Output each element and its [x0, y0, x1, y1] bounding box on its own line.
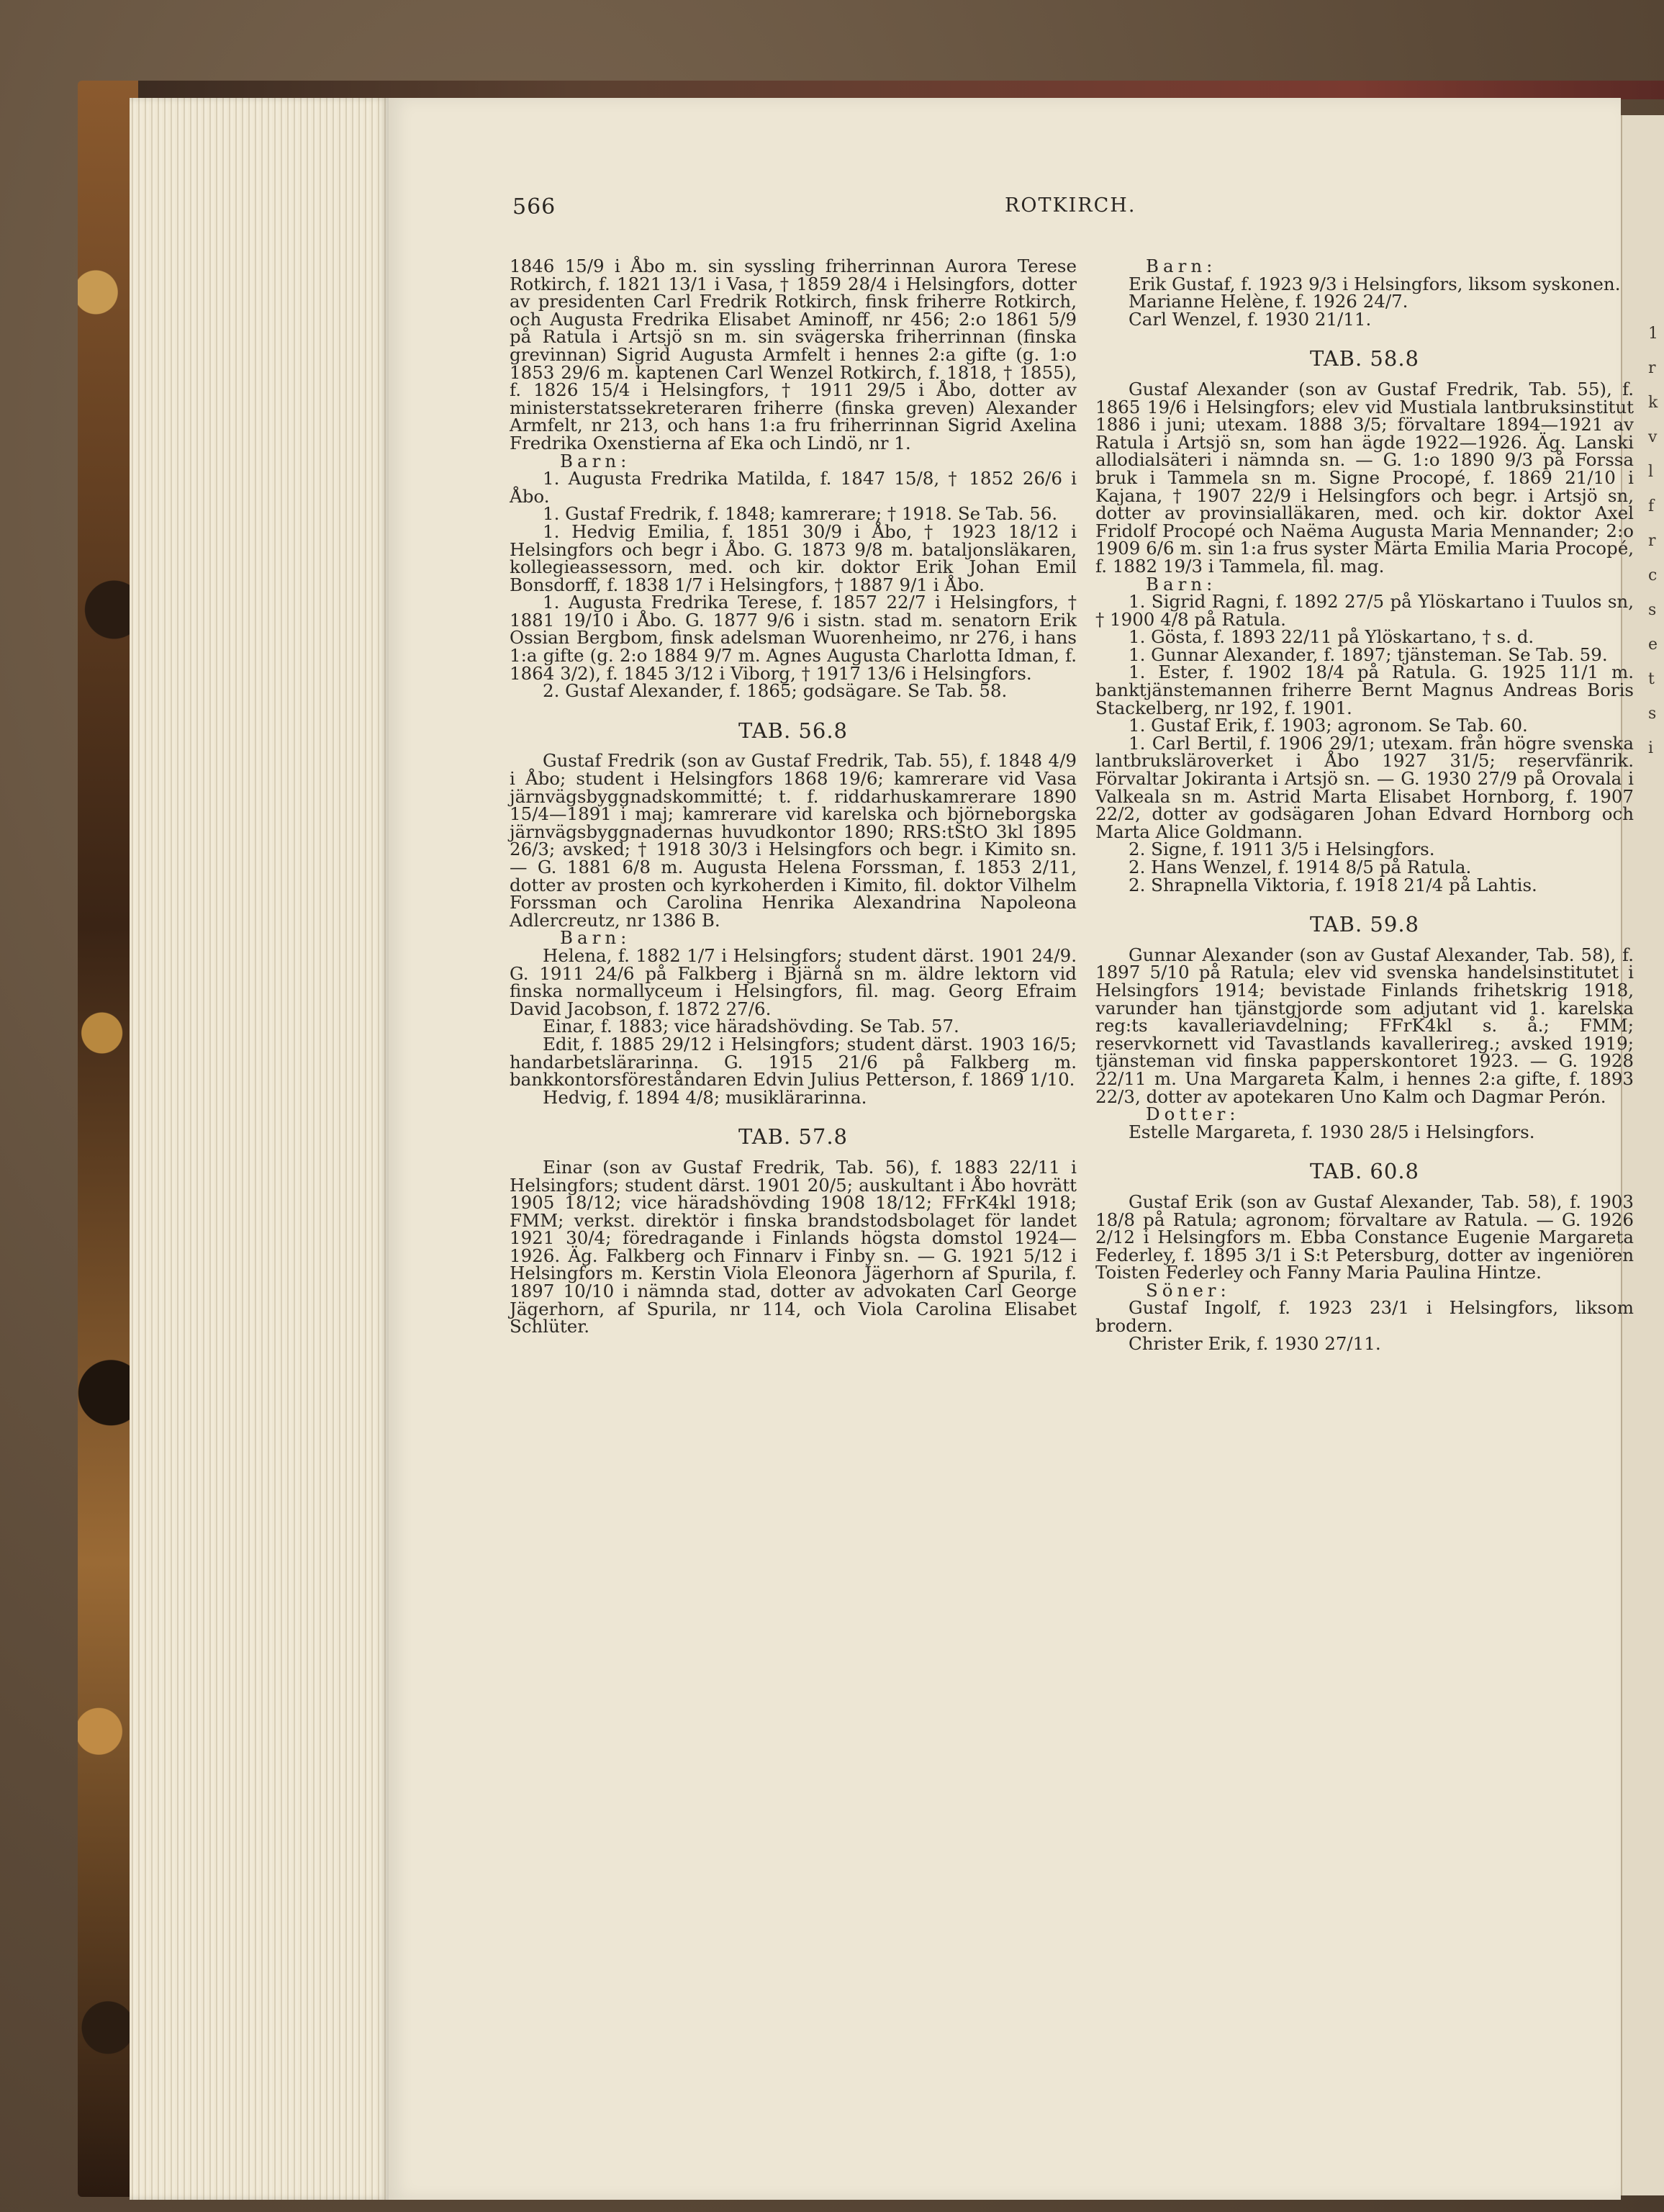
- right-column: [1095, 258, 1634, 1353]
- next-page-fragment: [1648, 317, 1663, 766]
- entry-paragraph: 1. Augusta Fredrika Terese, f. 1857 22/7 i Helsingfors, † 1881 19/10 i Åbo. G. 1877 9/6 i sistn. stad m. senatorn Erik Ossian Bergbom, finsk adelsman Wuorenheimo, nr 276, i hans 1:a gifte (g. 2:o 1884 9/7 m. Agnes Augusta Charlotta Idman, f. 1864 3/2), f. 1845 3/12 i Viborg, † 1917 13/6 i Helsingfors.: [510, 592, 1077, 684]
- entry-paragraph: Gustaf Ingolf, f. 1923 23/1 i Helsingfors, liksom brodern.: [1095, 1297, 1634, 1337]
- entry-paragraph: Edit, f. 1885 29/12 i Helsingfors; student därst. 1903 16/5; handarbetslärarinna. G. 1915 21/6 på Falkberg m. bankkontorsföreståndaren Edvin Julius Petterson, f. 1869 1/10.: [510, 1033, 1077, 1091]
- children-heading: Söner:: [1146, 1279, 1231, 1301]
- entry-paragraph: Einar, f. 1883; vice häradshövding. Se Tab. 57.: [543, 1016, 959, 1037]
- edge-letter: t: [1648, 670, 1655, 688]
- edge-letter: v: [1648, 428, 1658, 446]
- entry-paragraph: Einar (son av Gustaf Fredrik, Tab. 56), f. 1883 22/11 i Helsingfors; student därst. 1901 20/5; auskultant i Åbo hovrätt 1905 18/12; vice häradshövding 1908 18/12; FFrK4kl 1918; FMM; verkst. direktör i finska brandstodsbolaget för landet 1921 30/4; föredragande i Finlands högsta domstol 1924—1926. Äg. Falkberg och Finnarv i Finby sn. — G. 1921 5/12 i Helsingfors m. Kerstin Viola Eleonora Jägerhorn af Spurila, f. 1897 10/10 i nämnda stad, dotter av advokaten Carl George Jägerhorn, af Spurila, nr 114, och Viola Carolina Elisabet Schlüter.: [510, 1156, 1077, 1337]
- entry-paragraph: 1. Hedvig Emilia, f. 1851 30/9 i Åbo, † 1923 18/12 i Helsingfors och begr i Åbo. G. 1873 9/8 m. bataljonsläkaren, kollegieassessorn, med. och kir. doktor Erik Johan Emil Bonsdorff, f. 1838 1/7 i Helsingfors, † 1887 9/1 i Åbo.: [510, 520, 1077, 595]
- entry-paragraph: Gustaf Alexander (son av Gustaf Fredrik, Tab. 55), f. 1865 19/6 i Helsingfors; elev vid Mustiala lantbruksinstitut 1886 i juni; utexam. 1888 3/5; förvaltare 1894—1921 av Ratula i Artsjö sn, som han ägde 1922—1926. Äg. Lanski allodialsäteri i nämnda sn. — G. 1:o 1890 9/3 på Forssa bruk i Tammela sn m. Signe Procopé, f. 1869 21/10 i Kajana, † 1907 22/9 i Helsingfors och begr. i Artsjö sn, dotter av provinsialläkaren, med. och kir. doktor Axel Fridolf Procopé och Naëma Augusta Maria Mennander; 2:o 1909 6/6 m. sin 1:a frus syster Märta Emilia Maria Procopé, f. 1882 19/3 i Tammela, fil. mag.: [1095, 378, 1634, 577]
- edge-letter: k: [1648, 394, 1658, 412]
- table-heading: TAB. 56.8: [738, 718, 849, 743]
- edge-letter: i: [1648, 739, 1654, 757]
- entry-paragraph: Gustaf Fredrik (son av Gustaf Fredrik, Tab. 55), f. 1848 4/9 i Åbo; student i Helsingfors 1868 19/6; kamrerare vid Vasa järnvägsbyggnadskommitté; t. f. riddarhuskamrerare 1890 15/4—1891 i maj; kamrerare vid karelska och björneborgska järnvägsbyggnadernas huvudkontor 1890; RRS:tStO 3kl 1895 26/3; avsked; † 1918 30/3 i Helsingfors och begr. i Kimito sn. — G. 1881 6/8 m. Augusta Helena Forssman, f. 1853 2/11, dotter av prosten och kyrkoherden i Kimito, fil. doktor Vilhelm Forssman och Carolina Henrika Alexandrina Napoleona Adlercreutz, nr 1386 B.: [510, 750, 1077, 931]
- children-heading: Barn:: [560, 450, 631, 471]
- entry-paragraph: Hedvig, f. 1894 4/8; musiklärarinna.: [543, 1086, 867, 1108]
- children-heading: Barn:: [560, 927, 631, 949]
- table-heading: TAB. 59.8: [1309, 912, 1420, 937]
- running-title: ROTKIRCH.: [1005, 194, 1136, 217]
- edge-letter: c: [1648, 566, 1658, 584]
- entry-paragraph: 2. Hans Wenzel, f. 1914 8/5 på Ratula.: [1129, 857, 1472, 877]
- entry-paragraph: 2. Signe, f. 1911 3/5 i Helsingfors.: [1129, 839, 1435, 860]
- entry-paragraph: Carl Wenzel, f. 1930 21/11.: [1129, 308, 1372, 330]
- children-heading: Barn:: [1146, 573, 1217, 595]
- entry-paragraph: Estelle Margareta, f. 1930 28/5 i Helsingfors.: [1129, 1121, 1535, 1142]
- entry-paragraph: Christer Erik, f. 1930 27/11.: [1129, 1332, 1381, 1354]
- entry-paragraph: 1846 15/9 i Åbo m. sin syssling friherrinnan Aurora Terese Rotkirch, f. 1821 13/1 i Vasa, † 1859 28/4 i Helsingfors, dotter av presidenten Carl Fredrik Rotkirch, finsk friherre Rotkirch, och Augusta Fredrika Elisabet Aminoff, nr 456; 2:o 1861 5/9 på Ratula i Artsjö sn m. sin svägerska friherrinnan (finska grevinnan) Sigrid Augusta Armfelt i hennes 2:a gifte (g. 1:o 1853 29/6 m. kaptenen Carl Wenzel Rotkirch, f. 1818, † 1855), f. 1826 15/4 i Helsingfors, † 1911 29/5 i Åbo, dotter av ministerstatssekreteraren friherre (finska greven) Alexander Armfelt, nr 213, och hans 1:a fru friherrinnan Sigrid Axelina Fredrika Oxenstierna af Eka och Lindö, nr 1.: [510, 256, 1077, 453]
- entry-paragraph: 2. Gustaf Alexander, f. 1865; godsägare. Se Tab. 58.: [543, 680, 1008, 702]
- entry-paragraph: Erik Gustaf, f. 1923 9/3 i Helsingfors, liksom syskonen.: [1129, 273, 1621, 294]
- entry-paragraph: 1. Gunnar Alexander, f. 1897; tjänsteman. Se Tab. 59.: [1129, 644, 1608, 665]
- entry-paragraph: Helena, f. 1882 1/7 i Helsingfors; student därst. 1901 24/9. G. 1911 24/6 på Falkberg i Bjärnå sn m. äldre lektorn vid finska normallyceum i Helsingfors, fil. mag. Georg Efraim David Jacobson, f. 1872 27/6.: [510, 944, 1077, 1019]
- page-number: 566: [512, 194, 556, 220]
- entry-paragraph: 1. Sigrid Ragni, f. 1892 27/5 på Ylöskartano i Tuulos sn, † 1900 4/8 på Ratula.: [1095, 591, 1634, 630]
- edge-letter: f: [1648, 497, 1655, 515]
- edge-letter: r: [1648, 532, 1656, 550]
- entry-paragraph: 2. Shrapnella Viktoria, f. 1918 21/4 på Lahtis.: [1129, 874, 1537, 895]
- children-heading: Barn:: [1146, 256, 1217, 276]
- table-heading: TAB. 60.8: [1309, 1159, 1420, 1184]
- table-heading: TAB. 57.8: [738, 1124, 849, 1150]
- entry-paragraph: Gustaf Erik (son av Gustaf Alexander, Tab. 58), f. 1903 18/8 på Ratula; agronom; förvaltare av Ratula. — G. 1926 2/12 i Helsingfors m. Ebba Constance Eugenie Margareta Federley, f. 1895 3/1 i S:t Petersburg, dotter av ingeniören Toisten Federley och Fanny Maria Paulina Hintze.: [1095, 1191, 1634, 1283]
- children-heading: Dotter:: [1146, 1103, 1240, 1125]
- entry-paragraph: Marianne Helène, f. 1926 24/7.: [1129, 291, 1408, 312]
- table-heading: TAB. 58.8: [1309, 346, 1420, 371]
- entry-paragraph: 1. Gustaf Fredrik, f. 1848; kamrerare; † 1918. Se Tab. 56.: [543, 503, 1058, 525]
- entry-paragraph: 1. Gösta, f. 1893 22/11 på Ylöskartano, † s. d.: [1129, 626, 1534, 648]
- page-stack: [130, 98, 389, 2200]
- entry-paragraph: 1. Gustaf Erik, f. 1903; agronom. Se Tab. 60.: [1129, 715, 1528, 736]
- entry-paragraph: 1. Carl Bertil, f. 1906 29/1; utexam. från högre svenska lantbruksläroverket i Åbo 1927 31/5; reservfänrik. Förvaltar Jokiranta i Artsjö sn. — G. 1930 27/9 på Orovala i Valkeala sn m. Astrid Marta Elisabet Hornborg, f. 1907 22/2, dotter av godsägaren Johan Edvard Hornborg och Marta Alice Goldmann.: [1095, 732, 1634, 842]
- book-top-edge: [108, 81, 1664, 99]
- entry-paragraph: 1. Augusta Fredrika Matilda, f. 1847 15/8, † 1852 26/6 i Åbo.: [510, 468, 1077, 507]
- left-column: [510, 258, 1077, 1336]
- edge-letter: 1: [1648, 325, 1658, 343]
- edge-letter: e: [1648, 636, 1658, 654]
- edge-letter: s: [1648, 705, 1657, 723]
- entry-paragraph: Gunnar Alexander (son av Gustaf Alexander, Tab. 58), f. 1897 5/10 på Ratula; elev vid svenska handelsinstitutet i Helsingfors 1914; bevistade Finlands frihetskrig 1918, varunder han tjänstgjorde som adjutant vid 1. karelska reg:ts kavalleriavdelning; FFrK4kl s. å.; FMM; reservkornett vid Tavastlands kavallerireg.; avsked 1919; tjänsteman vid finska papperskontoret 1923. — G. 1928 22/11 m. Una Margareta Kalm, i hennes 2:a gifte, f. 1893 22/3, dotter av apotekaren Uno Kalm och Dagmar Perón.: [1095, 944, 1634, 1107]
- edge-letter: r: [1648, 359, 1656, 377]
- edge-letter: s: [1648, 601, 1657, 619]
- entry-paragraph: 1. Ester, f. 1902 18/4 på Ratula. G. 1925 11/1 m. banktjänstemannen friherre Bernt Magnus Andreas Boris Stackelberg, nr 192, f. 1901.: [1095, 662, 1634, 718]
- edge-letter: l: [1648, 463, 1654, 481]
